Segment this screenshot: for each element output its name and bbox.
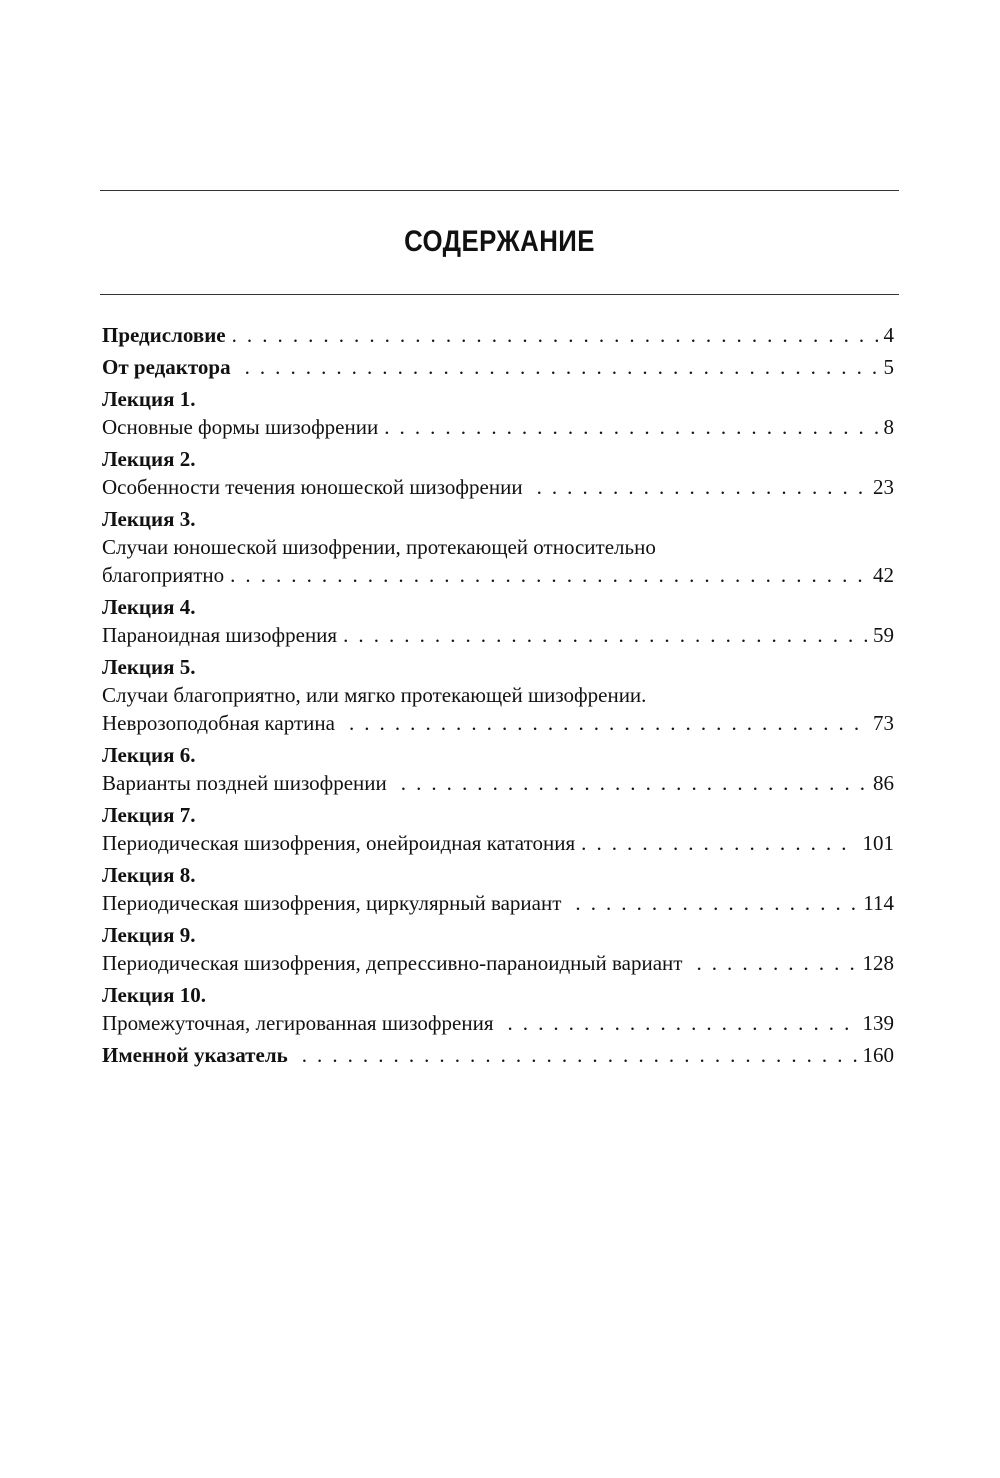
toc-title-line: Случаи юношеской шизофрении, протекающей относительно: [102, 535, 656, 559]
bottom-rule: [100, 294, 899, 295]
toc-entry-title: Параноидная шизофрения: [102, 623, 338, 647]
toc-lecture-label: Лекция 6.: [102, 743, 196, 767]
toc-entry-title: Основные формы шизофрении: [102, 415, 379, 439]
toc-entry: [102, 385, 894, 441]
page-number: 73: [873, 711, 894, 735]
toc-entry-line: [102, 413, 894, 441]
toc-entry-line: [102, 709, 894, 737]
dot-leader: [507, 1009, 856, 1037]
page-number: 42: [873, 563, 894, 587]
toc-entry-title: Предисловие: [102, 323, 226, 347]
toc-title-line: Случаи благоприятно, или мягко протекающей шизофрении.: [102, 683, 647, 707]
dot-leader: [581, 829, 856, 857]
toc-entry-line: [102, 561, 894, 589]
toc-lecture-label: Лекция 10.: [102, 983, 206, 1007]
page-number: 59: [873, 623, 894, 647]
toc-entry-line: [102, 889, 894, 917]
toc-entry: [102, 921, 894, 977]
toc-entry-title: благоприятно: [102, 563, 225, 587]
dot-leader: [343, 621, 867, 649]
table-of-contents: [102, 321, 894, 1073]
toc-entry-line: [102, 949, 894, 977]
toc-lecture-label: Лекция 5.: [102, 655, 196, 679]
toc-entry: [102, 741, 894, 797]
dot-leader: [537, 473, 867, 501]
toc-lecture-label: Лекция 8.: [102, 863, 196, 887]
page-number: 128: [862, 951, 894, 975]
page-number: 101: [862, 831, 894, 855]
toc-entry: [102, 353, 894, 381]
toc-entry-title: Особенности течения юношеской шизофрении: [102, 475, 523, 499]
page-title: СОДЕРЖАНИЕ: [404, 225, 595, 258]
toc-entry-line: [102, 769, 894, 797]
toc-entry-title: Периодическая шизофрения, циркулярный вариант: [102, 891, 562, 915]
page-number: 4: [883, 323, 894, 347]
toc-entry: [102, 981, 894, 1037]
dot-leader: [232, 321, 878, 349]
dot-leader: [302, 1041, 857, 1069]
page-number: 139: [862, 1011, 894, 1035]
toc-lecture-label: Лекция 1.: [102, 387, 196, 411]
page-number: 160: [862, 1043, 894, 1067]
toc-entry-title: Промежуточная, легированная шизофрения: [102, 1011, 494, 1035]
dot-leader: [245, 353, 878, 381]
toc-entry-title: От редактора: [102, 355, 231, 379]
dot-leader: [349, 709, 867, 737]
toc-entry-title: Неврозоподобная картина: [102, 711, 335, 735]
dot-leader: [230, 561, 867, 589]
dot-leader: [575, 889, 857, 917]
toc-lecture-label: Лекция 9.: [102, 923, 196, 947]
toc-entry: [102, 653, 894, 737]
toc-entry-title: Периодическая шизофрения, онейроидная кататония: [102, 831, 576, 855]
dot-leader: [401, 769, 867, 797]
toc-entry: [102, 321, 894, 349]
toc-entry: [102, 801, 894, 857]
toc-entry-title: Варианты поздней шизофрении: [102, 771, 387, 795]
toc-entry: [102, 505, 894, 589]
toc-entry-line: [102, 1009, 894, 1037]
toc-lecture-label: Лекция 2.: [102, 447, 196, 471]
page-number: 8: [883, 415, 894, 439]
page-number: 114: [863, 891, 894, 915]
page-number: 5: [883, 355, 894, 379]
toc-entry: [102, 593, 894, 649]
dot-leader: [384, 413, 877, 441]
toc-entry-line: [102, 829, 894, 857]
toc-entry: [102, 1041, 894, 1069]
toc-entry-title: Периодическая шизофрения, депрессивно-параноидный вариант: [102, 951, 683, 975]
toc-lecture-label: Лекция 3.: [102, 507, 196, 531]
toc-entry: [102, 861, 894, 917]
toc-page: [100, 0, 899, 1478]
toc-entry: [102, 445, 894, 501]
toc-entry-line: [102, 473, 894, 501]
toc-entry-line: [102, 1041, 894, 1069]
page-number: 23: [873, 475, 894, 499]
dot-leader: [696, 949, 856, 977]
toc-lecture-label: Лекция 7.: [102, 803, 196, 827]
page-number: 86: [873, 771, 894, 795]
top-rule: [100, 190, 899, 191]
toc-lecture-label: Лекция 4.: [102, 595, 196, 619]
toc-entry-line: [102, 353, 894, 381]
toc-entry-title: Именной указатель: [102, 1043, 288, 1067]
toc-entry-line: [102, 321, 894, 349]
toc-entry-line: [102, 621, 894, 649]
